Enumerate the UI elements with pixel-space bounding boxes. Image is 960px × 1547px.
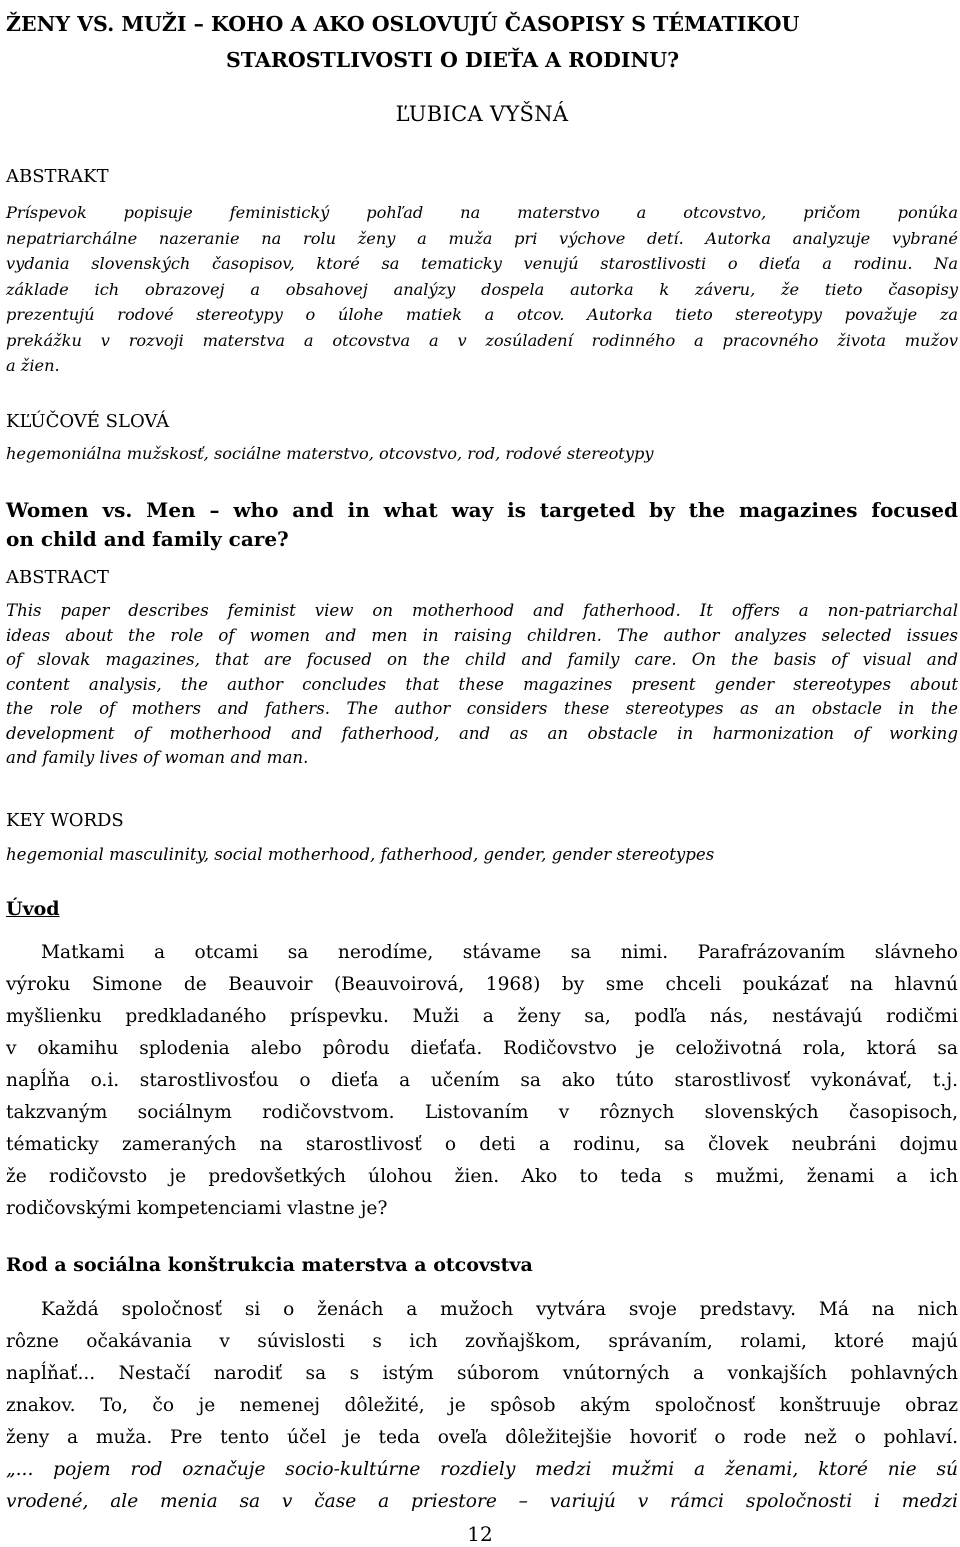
- klucove-slova-heading: KĽÚČOVÉ SLOVÁ: [6, 411, 170, 432]
- uvod-line: myšlienku predkladaného príspevku. Muži a ženy sa, podľa nás, nestávajú rodičmi: [6, 1006, 958, 1027]
- uvod-line: napĺňa o.i. starostlivosťou o dieťa a učením sa ako túto starostlivosť vykonávať, t.j.: [6, 1070, 958, 1091]
- section-line: rôzne očakávania v súvislosti s ich zovňajškom, správaním, rolami, ktoré majú: [6, 1331, 958, 1352]
- uvod-line: že rodičovsto je predovšetkých úlohou žien. Ako to teda s mužmi, ženami a ich: [6, 1166, 958, 1187]
- uvod-line: výroku Simone de Beauvoir (Beauvoirová, 1968) by sme chceli poukázať na hlavnú: [6, 974, 958, 995]
- uvod-line: v okamihu splodenia alebo pôrodu dieťaťa. Rodičovstvo je celoživotná rola, ktorá sa: [6, 1038, 958, 1059]
- section-line: Každá spoločnosť si o ženách a mužoch vytvára svoje predstavy. Má na nich: [41, 1299, 958, 1320]
- quote-line: vrodené, ale menia sa v čase a priestore – variujú v rámci spoločnosti i medzi: [6, 1491, 958, 1512]
- quote-line: „... pojem rod označuje socio-kultúrne rozdiely medzi mužmi a ženami, ktoré nie sú: [6, 1459, 958, 1480]
- abstrakt-line: prekážku v rozvoji materstva a otcovstva a v zosúladení rodinného a pracovného života mužov: [6, 330, 958, 350]
- keywords-text: hegemonial masculinity, social motherhood, fatherhood, gender, gender stereotypes: [6, 845, 715, 864]
- klucove-slova-text: hegemoniálna mužskosť, sociálne materstvo, otcovstvo, rod, rodové stereotypy: [6, 444, 654, 463]
- abstract-line: content analysis, the author concludes that these magazines present gender stereotypes about: [6, 674, 958, 694]
- abstract-line: development of motherhood and fatherhood, and as an obstacle in harmonization of working: [6, 723, 958, 743]
- abstract-line: of slovak magazines, that are focused on the child and family care. On the basis of visual and: [6, 650, 958, 669]
- abstrakt-line: Príspevok popisuje feministický pohľad na materstvo a otcovstvo, pričom ponúka: [6, 203, 958, 222]
- abstract-line: and family lives of woman and man.: [6, 748, 309, 767]
- uvod-line: rodičovskými kompetenciami vlastne je?: [6, 1198, 388, 1219]
- page-number: 12: [467, 1522, 493, 1546]
- abstrakt-line: nepatriarchálne nazeranie na rolu ženy a muža pri výchove detí. Autorka analyzuje vybrané: [6, 228, 958, 248]
- abstract-text: [6, 599, 958, 771]
- uvod-paragraph: [6, 937, 958, 1225]
- uvod-line: takzvaným sociálnym rodičovstvom. Listovaním v rôznych slovenských časopisoch,: [6, 1102, 958, 1123]
- section-paragraph: [6, 1294, 958, 1518]
- author-name: ĽUBICA VYŠNÁ: [395, 102, 569, 126]
- english-title-line-1: Women vs. Men – who and in what way is targeted by the magazines focused: [6, 498, 958, 522]
- abstrakt-heading: ABSTRAKT: [6, 166, 109, 187]
- keywords-heading: KEY WORDS: [6, 810, 124, 831]
- abstrakt-line: prezentujú rodové stereotypy o úlohe matiek a otcov. Autorka tieto stereotypy považuje za: [6, 305, 958, 324]
- section-line: ženy a muža. Pre tento účel je teda oveľa dôležitejšie hovoriť o rode než o pohlaví.: [6, 1427, 958, 1448]
- abstract-line: the role of mothers and fathers. The author considers these stereotypes as an obstacle in the: [6, 699, 958, 718]
- english-title-line-2: on child and family care?: [6, 526, 289, 551]
- uvod-line: Matkami a otcami sa nerodíme, stávame sa nimi. Parafrázovaním slávneho: [41, 942, 958, 963]
- title-line-1: ŽENY VS. MUŽI – KOHO A AKO OSLOVUJÚ ČASOPISY S TÉMATIKOU: [6, 12, 800, 36]
- title-line-2: STAROSTLIVOSTI O DIEŤA A RODINU?: [226, 48, 680, 72]
- abstract-line: This paper describes feminist view on motherhood and fatherhood. It offers a non-patriarchal: [6, 601, 958, 620]
- english-title: [6, 496, 958, 553]
- uvod-line: tématicky zameraných na starostlivosť o deti a rodinu, sa človek neubráni dojmu: [6, 1134, 958, 1155]
- section-line: napĺňať... Nestačí narodiť sa s istým súborom vnútorných a vonkajších pohlavných: [6, 1363, 958, 1384]
- abstract-line: ideas about the role of women and men in raising children. The author analyzes selected issues: [6, 625, 958, 645]
- abstrakt-line: vydania slovenských časopisov, ktoré sa tematicky venujú starostlivosti o dieťa a rodinu. Na: [6, 254, 958, 273]
- section-heading: Rod a sociálna konštrukcia materstva a otcovstva: [6, 1254, 533, 1276]
- article-title: [6, 6, 958, 78]
- abstrakt-text: [6, 200, 958, 379]
- uvod-heading: Úvod: [6, 898, 60, 920]
- section-line: znakov. To, čo je nemenej dôležité, je spôsob akým spoločnosť konštruuje obraz: [6, 1395, 958, 1416]
- abstrakt-line: a žien.: [6, 356, 60, 375]
- abstract-heading: ABSTRACT: [6, 567, 109, 588]
- abstrakt-line: základe ich obrazovej a obsahovej analýzy dospela autorka k záveru, že tieto časopisy: [6, 279, 958, 299]
